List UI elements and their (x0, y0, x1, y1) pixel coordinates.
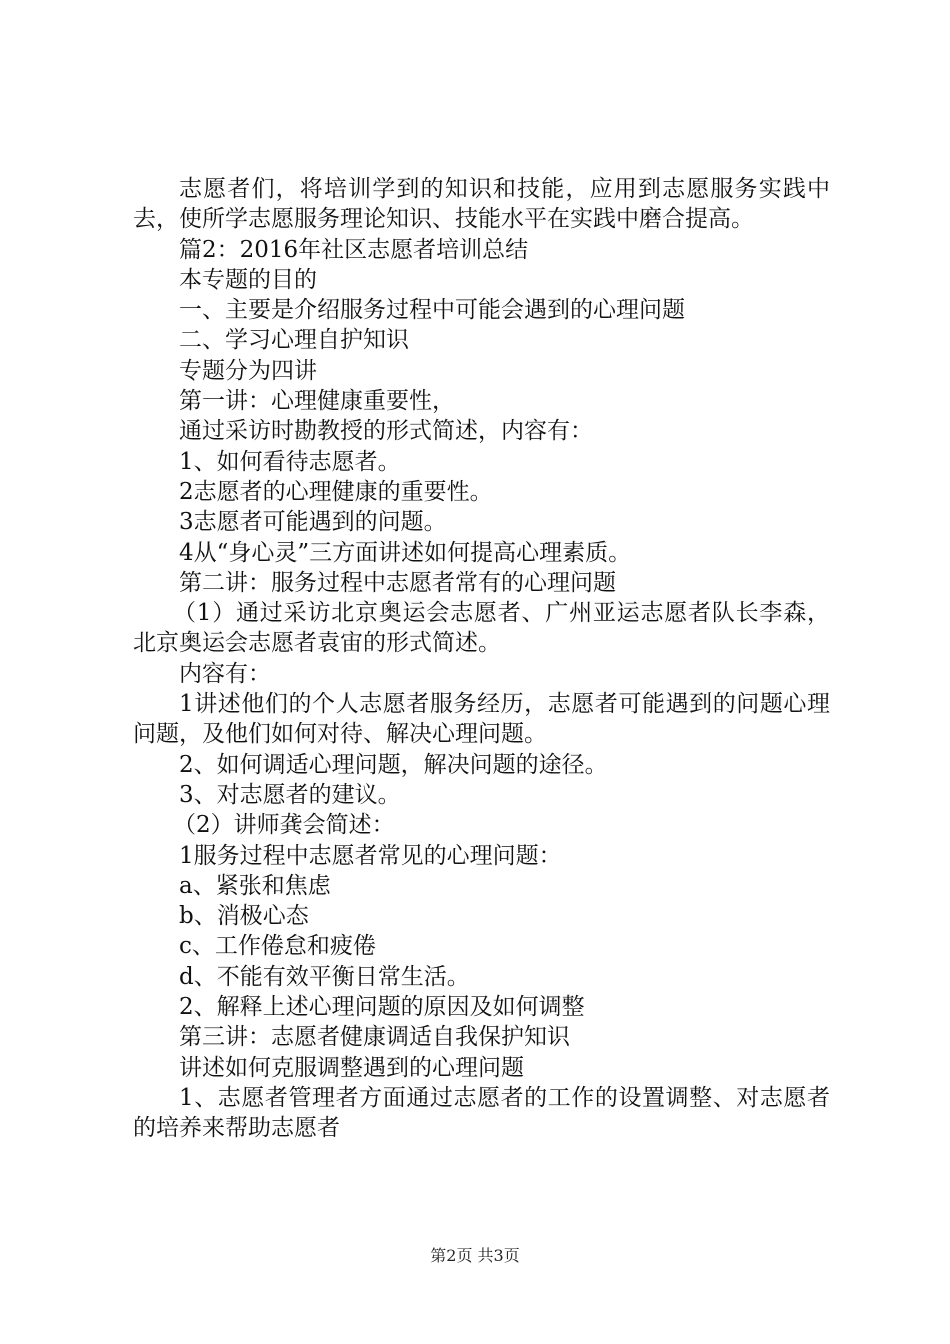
list-item: d、不能有效平衡日常生活。 (179, 963, 470, 990)
paragraph: 内容有： (179, 660, 271, 687)
page-number-label: 第2页 共3页 (430, 1246, 520, 1265)
list-item: 1、志愿者管理者方面通过志愿者的工作的设置调整、对志愿者的培养来帮助志愿者 (133, 1084, 830, 1142)
paragraph: 志愿者们，将培训学到的知识和技能，应用到志愿服务实践中去，使所学志愿服务理论知识、技能水平在实践中磨合提高。 (133, 176, 830, 233)
paragraph: 第二讲：服务过程中志愿者常有的心理问题 (179, 569, 616, 596)
paragraph: 本专题的目的 (179, 266, 317, 293)
paragraph: 专题分为四讲 (179, 357, 317, 384)
list-item: 1讲述他们的个人志愿者服务经历，志愿者可能遇到的问题心理问题，及他们如何对待、解决心理问题。 (133, 691, 830, 748)
paragraph: 二、学习心理自护知识 (179, 327, 409, 354)
paragraph: （1）通过采访北京奥运会志愿者、广州亚运志愿者队长李森，北京奥运会志愿者袁宙的形式简述。 (133, 600, 830, 657)
section-heading: 篇2：2016年社区志愿者培训总结 (179, 236, 529, 263)
list-item: b、消极心态 (179, 903, 309, 930)
paragraph: 通过采访时勘教授的形式简述，内容有： (179, 418, 593, 445)
list-item: a、紧张和焦虑 (179, 872, 331, 899)
paragraph: 一、主要是介绍服务过程中可能会遇到的心理问题 (179, 297, 685, 324)
list-item: 1服务过程中志愿者常见的心理问题： (179, 842, 562, 869)
page-footer (0, 1243, 950, 1266)
list-item: 3、对志愿者的建议。 (179, 781, 401, 808)
document-body (133, 174, 830, 1144)
list-item: 2、如何调适心理问题，解决问题的途径。 (179, 751, 608, 778)
list-item: 4从“身心灵”三方面讲述如何提高心理素质。 (179, 539, 632, 566)
paragraph: 第一讲：心理健康重要性， (179, 388, 455, 415)
list-item: 3志愿者可能遇到的问题。 (179, 509, 447, 536)
paragraph: 讲述如何克服调整遇到的心理问题 (179, 1054, 524, 1081)
list-item: c、工作倦怠和疲倦 (179, 933, 376, 960)
paragraph: （2）讲师龚会简述： (173, 812, 395, 839)
list-item: 1、如何看待志愿者。 (179, 448, 401, 475)
list-item: 2、解释上述心理问题的原因及如何调整 (179, 994, 585, 1021)
paragraph: 第三讲：志愿者健康调适自我保护知识 (179, 1024, 570, 1051)
list-item: 2志愿者的心理健康的重要性。 (179, 478, 493, 505)
